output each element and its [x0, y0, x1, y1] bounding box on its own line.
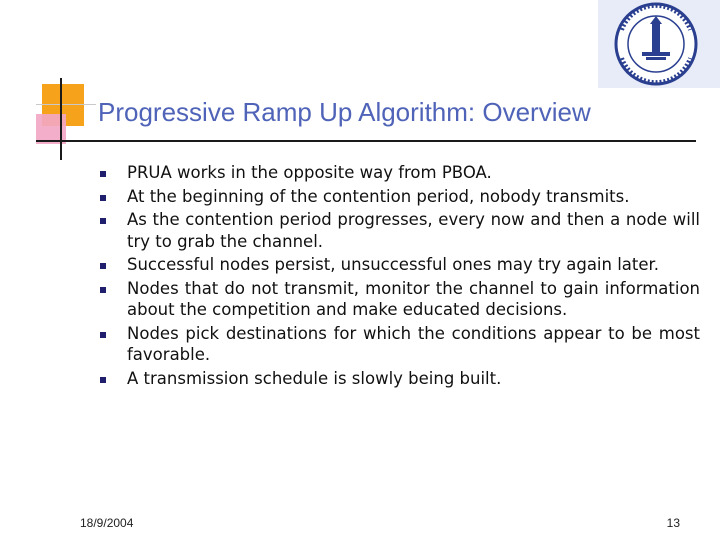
bullet-item: [96, 186, 700, 208]
accent-thin-line: [36, 104, 96, 105]
page-number: 13: [666, 516, 680, 530]
square-bullet-icon: [100, 377, 106, 383]
university-seal-logo-icon: [598, 0, 720, 88]
title-underline: [36, 140, 696, 142]
bullet-item: [96, 209, 700, 252]
square-bullet-icon: [100, 171, 106, 177]
bullet-text: Nodes that do not transmit, monitor the channel to gain information about the competition and make educated decisions.: [127, 278, 700, 319]
bullet-list: [96, 162, 700, 391]
bullet-text: Nodes pick destinations for which the conditions appear to be most favorable.: [127, 323, 700, 364]
bullet-text: A transmission schedule is slowly being built.: [127, 368, 502, 388]
square-bullet-icon: [100, 263, 106, 269]
footer-date: 18/9/2004: [80, 516, 134, 530]
bullet-text: Successful nodes persist, unsuccessful ones may try again later.: [127, 255, 660, 274]
square-bullet-icon: [100, 218, 106, 224]
bullet-item: [96, 162, 700, 184]
bullet-item: [96, 323, 700, 366]
bullet-text: At the beginning of the contention period, nobody transmits.: [127, 186, 630, 206]
accent-vertical-line: [60, 78, 62, 160]
bullet-item: [96, 368, 700, 390]
bullet-text: PRUA works in the opposite way from PBOA.: [127, 163, 492, 182]
square-bullet-icon: [100, 287, 106, 293]
bullet-text: As the contention period progresses, every now and then a node will try to grab the channel.: [127, 210, 700, 251]
square-bullet-icon: [100, 195, 106, 201]
bullet-item: [96, 278, 700, 321]
square-bullet-icon: [100, 332, 106, 338]
bullet-item: [96, 254, 700, 276]
slide-title: Progressive Ramp Up Algorithm: Overview: [98, 97, 591, 127]
university-logo: [598, 0, 720, 88]
